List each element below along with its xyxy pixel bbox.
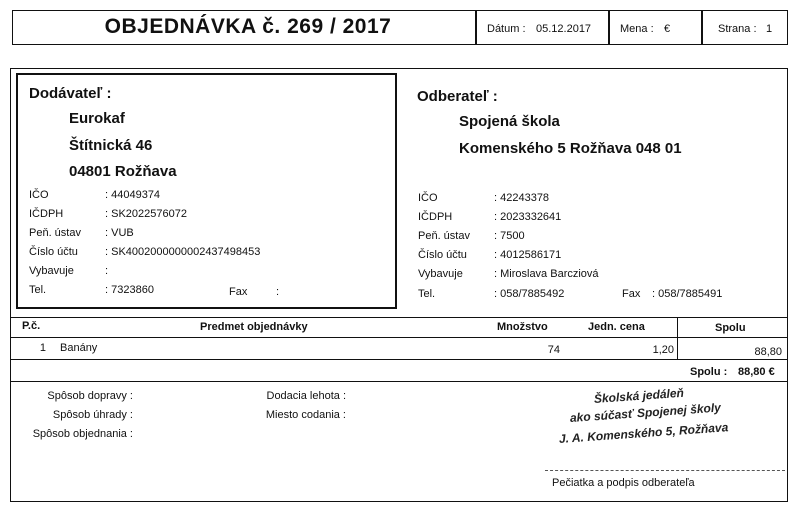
signature-line — [545, 470, 785, 471]
customer-account-value: : 4012586171 — [494, 249, 562, 261]
supplier-heading: Dodávateľ : — [29, 85, 112, 102]
signature-label: Pečiatka a podpis odberateľa — [552, 477, 695, 489]
page-value: 1 — [766, 23, 773, 35]
supplier-fax-value: : — [276, 286, 280, 298]
customer-handles-label: Vybavuje — [418, 268, 463, 280]
total-col-divider — [677, 317, 678, 359]
customer-fax-label: Fax — [622, 288, 641, 300]
supplier-fax-label: Fax — [229, 286, 248, 298]
supplier-city: 04801 Rožňava — [69, 163, 177, 180]
supplier-handles-label: Vybavuje — [29, 265, 74, 277]
stamp-line-3: J. A. Komenského 5, Rožňava — [558, 420, 729, 446]
customer-address: Komenského 5 Rožňava 048 01 — [459, 140, 682, 157]
transport-label: Spôsob dopravy : — [47, 390, 133, 402]
customer-bank-value: : 7500 — [494, 230, 525, 242]
supplier-bank-label: Peň. ústav — [29, 227, 81, 239]
supplier-tel-value: : 7323860 — [105, 284, 154, 296]
row-price: 1,20 — [652, 344, 674, 356]
customer-ico-value: : 42243378 — [494, 192, 550, 204]
row-item: Banány — [60, 342, 98, 354]
stamp-line-2: ako súčasť Spojenej školy — [569, 400, 722, 425]
stamp-line-1: Školská jedáleň — [593, 385, 685, 406]
supplier-account-label: Číslo účtu — [29, 246, 78, 258]
col-header-price: Jedn. cena — [588, 321, 645, 333]
supplier-ico-label: IČO — [29, 189, 49, 201]
sum-value: 88,80 € — [738, 366, 775, 378]
order-method-label: Spôsob objednania : — [32, 428, 133, 440]
supplier-ico-value: : 44049374 — [105, 189, 161, 201]
sum-top-rule — [10, 359, 788, 360]
customer-fax-value: : 058/7885491 — [652, 288, 723, 300]
customer-icdph-value: : 2023332641 — [494, 211, 562, 223]
customer-heading: Odberateľ : — [417, 88, 498, 105]
page-label: Strana : — [718, 23, 757, 35]
payment-label: Spôsob úhrady : — [52, 409, 133, 421]
customer-icdph-label: IČDPH — [418, 211, 453, 223]
customer-account-label: Číslo účtu — [418, 249, 467, 261]
supplier-account-value: : SK4002000000002437498453 — [105, 246, 261, 258]
sum-label: Spolu : — [690, 366, 728, 378]
date-label: Dátum : — [487, 23, 526, 35]
row-qty: 74 — [547, 344, 560, 356]
row-total: 88,80 — [754, 346, 782, 358]
table-top-rule — [10, 317, 788, 318]
date-value: 05.12.2017 — [536, 23, 592, 35]
col-header-item: Predmet objednávky — [200, 321, 308, 333]
col-header-no: P.č. — [22, 320, 41, 332]
supplier-street: Štítnická 46 — [69, 137, 153, 154]
customer-ico-label: IČO — [418, 192, 438, 204]
col-header-total: Spolu — [715, 322, 746, 334]
currency-value: € — [664, 23, 671, 35]
header-underline — [10, 337, 788, 338]
supplier-tel-label: Tel. — [29, 284, 47, 296]
supplier-bank-value: : VUB — [105, 227, 134, 239]
customer-tel-value: : 058/7885492 — [494, 288, 565, 300]
customer-name: Spojená škola — [459, 113, 560, 130]
supplier-icdph-value: : SK2022576072 — [105, 208, 187, 220]
currency-label: Mena : — [620, 23, 654, 35]
place-label: Miesto codania : — [265, 409, 346, 421]
sum-bottom-rule — [10, 381, 788, 382]
customer-handles-value: : Miroslava Barcziová — [494, 268, 599, 280]
delivery-label: Dodacia lehota : — [266, 390, 346, 402]
supplier-icdph-label: IČDPH — [29, 208, 64, 220]
supplier-handles-value: : — [105, 265, 109, 277]
customer-bank-label: Peň. ústav — [418, 230, 470, 242]
row-no: 1 — [39, 342, 46, 354]
supplier-name: Eurokaf — [69, 110, 125, 127]
order-title: OBJEDNÁVKA č. 269 / 2017 — [104, 15, 392, 38]
customer-tel-label: Tel. — [418, 288, 436, 300]
col-header-qty: Množstvo — [497, 321, 548, 333]
